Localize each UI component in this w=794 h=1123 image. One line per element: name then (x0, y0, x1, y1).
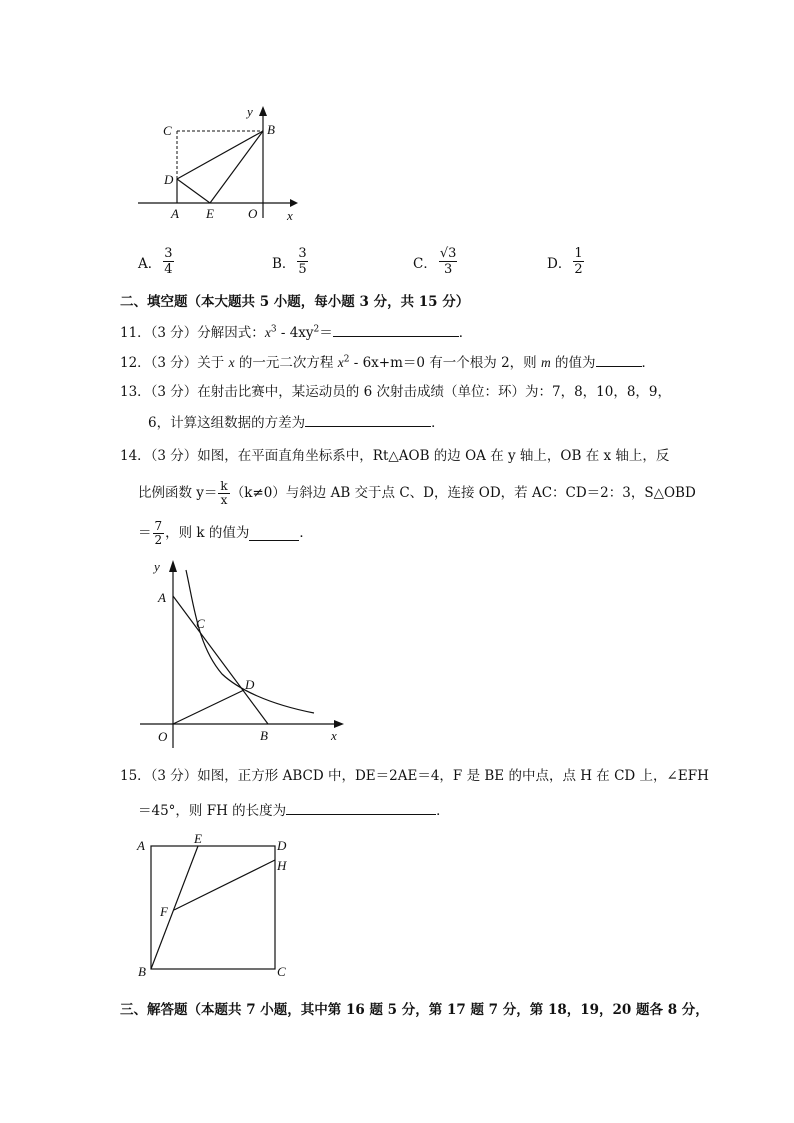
answer-blank-12[interactable] (596, 352, 642, 367)
option-letter: B． (272, 255, 296, 272)
question-14-line-1: 14．（3 分）如图，在平面直角坐标系中，Rt△AOB 的边 OA 在 y 轴上，OB 在 x 轴上，反 (120, 448, 670, 464)
label-b: B (260, 728, 268, 743)
label-y: y (154, 559, 160, 574)
option-b[interactable] (272, 246, 308, 277)
answer-blank-11[interactable] (333, 322, 459, 337)
answer-blank-13[interactable] (305, 412, 431, 427)
section-2-heading: 二、填空题（本大题共 5 小题，每小题 3 分，共 15 分） (120, 294, 470, 310)
fraction: $\frac{3}{5}$ (298, 246, 307, 277)
question-14-line-2: 比例函数 y＝ $\frac{k}{x}$ （k≠0）与斜边 AB 交于点 C、D，连接 OD，若 AC：CD＝2：3，S△OBD (138, 478, 696, 507)
label-d: D (245, 677, 255, 692)
label-b: B (267, 122, 275, 137)
option-a[interactable] (138, 246, 174, 277)
section-3-heading: 三、解答题（本题共 7 小题，其中第 16 题 5 分，第 17 题 7 分，第 18，19，20 题各 8 分， (120, 1002, 709, 1018)
label-e: E (206, 206, 214, 221)
answer-blank-14[interactable] (249, 526, 299, 541)
label-c: C (277, 964, 286, 979)
label-y: y (247, 104, 253, 119)
figure-2 (138, 556, 358, 751)
fraction: $\frac{√3}{3}$ (439, 246, 457, 277)
option-letter: A． (138, 255, 162, 272)
fraction: $\frac{1}{2}$ (574, 246, 583, 277)
label-h: H (277, 858, 287, 873)
label-a: A (137, 838, 145, 853)
option-c[interactable] (413, 246, 457, 277)
label-o: O (248, 206, 258, 221)
label-b: B (138, 964, 146, 979)
question-13-line-1: 13．（3 分）在射击比赛中，某运动员的 6 次射击成绩（单位：环）为：7，8，10，8，9， (120, 384, 672, 400)
label-o: O (158, 729, 168, 744)
label-c: C (196, 616, 205, 631)
fraction: $\frac{3}{4}$ (164, 246, 173, 277)
question-14-line-3: ＝ $\frac{7}{2}$ ，则 k 的值为 ． (138, 518, 313, 547)
label-a: A (158, 590, 166, 605)
option-letter: C． (413, 255, 437, 272)
question-15-line-1: 15．（3 分）如图，正方形 ABCD 中，DE＝2AE＝4，F 是 BE 的中点，点 H 在 CD 上，∠EFH (120, 768, 709, 784)
label-x: x (331, 728, 337, 743)
label-d: D (277, 838, 287, 853)
label-d: D (164, 172, 174, 187)
answer-blank-15[interactable] (286, 800, 436, 815)
question-11: 11．（3 分）分解因式：$x^3 - 4xy^2=$ ． (120, 322, 472, 343)
figure-1 (130, 100, 310, 230)
label-a: A (171, 206, 179, 221)
label-c: C (163, 123, 172, 138)
fraction-k-over-x: $\frac{k}{x}$ (220, 478, 228, 507)
label-x: x (287, 208, 293, 223)
question-13-line-2: 6，计算这组数据的方差为 ． (148, 412, 445, 433)
question-12: 12．（3 分）关于 x 的一元二次方程 $x^2 - 6x+m=0$ 有一个根为 2，则 m 的值为 ． (120, 352, 655, 373)
label-f: F (160, 904, 168, 919)
question-15-line-2: ＝45°，则 FH 的长度为 ． (138, 800, 450, 821)
option-d[interactable] (547, 246, 584, 277)
label-e: E (194, 831, 202, 846)
figure-3 (134, 830, 304, 980)
fraction-7-over-2: $\frac{7}{2}$ (154, 518, 163, 547)
option-letter: D． (547, 255, 572, 272)
